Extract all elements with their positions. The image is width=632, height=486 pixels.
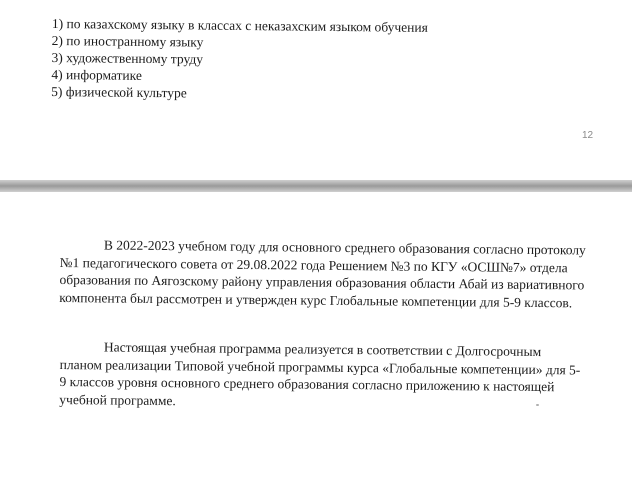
paragraph-course-approval: В 2022-2023 учебном году для основного среднего образования согласно протоколу №1 педагогического совета от 29.08.2022 года Решением №3 по КГУ «ОСШ№7» отдела образования по Аягозскому району управления образования области Абай из вариативного компонента был рассмотрен и утвержден курс Глобальные компетенции для 5-9 классов.: [59, 237, 586, 310]
page-number: 12: [582, 130, 594, 141]
subject-list: [51, 15, 428, 104]
page-12: [0, 0, 632, 180]
list-item: 2) по иностранному языку: [51, 32, 204, 50]
page-13: [0, 192, 632, 486]
list-item: 4) информатике: [51, 66, 142, 83]
paragraph-program-implementation: Настоящая учебная программа реализуется в соответствии с Долгосрочным планом реализации Типовой учебной программы курса «Глобальные компетенции» для 5-9 классов уровня основного среднего образования согласно приложению к настоящей учебной программе.: [59, 339, 581, 408]
page-separator: [0, 180, 632, 192]
list-item: 1) по казахскому языку в классах с неказахским языком обучения: [51, 15, 428, 35]
list-item: 3) художественному труду: [51, 49, 204, 67]
list-item: 5) физической культуре: [51, 83, 187, 101]
